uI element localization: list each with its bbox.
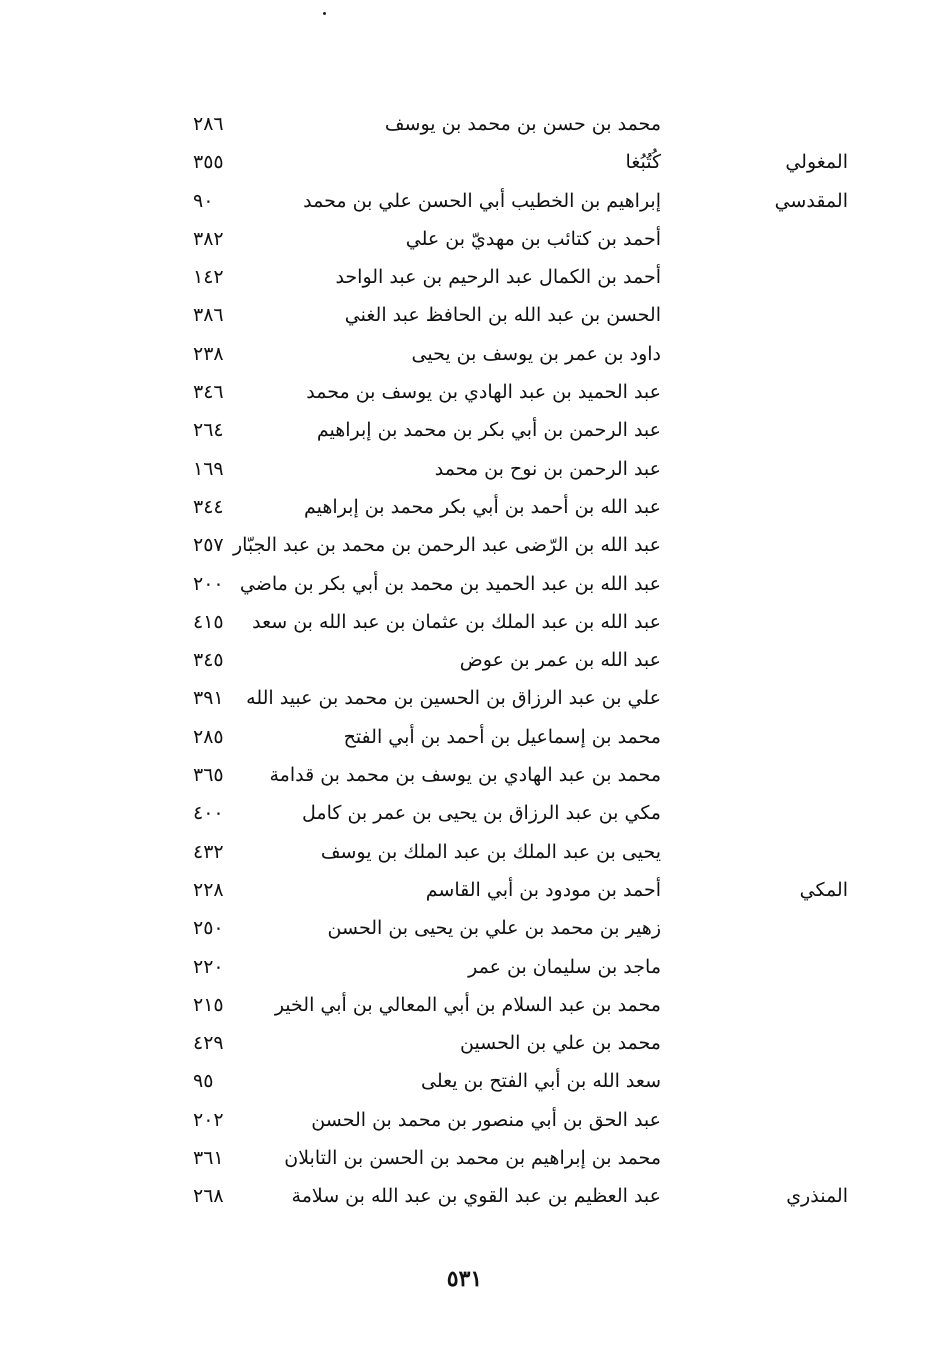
person-name: عبد الله بن عمر بن عوض <box>459 649 661 672</box>
person-name: ماجد بن سليمان بن عمر <box>468 955 661 978</box>
page-ref: ١٤٢ <box>193 266 224 289</box>
index-row <box>0 681 929 719</box>
page-ref: ٣٩١ <box>193 687 224 710</box>
page-ref: ٣٨٦ <box>193 304 224 327</box>
page-ref: ٢٠٢ <box>193 1108 224 1131</box>
page-ref: ٢٦٤ <box>193 419 224 442</box>
person-name: يحيى بن عبد الملك بن عبد الملك بن يوسف <box>320 840 661 863</box>
index-row <box>0 528 929 566</box>
page-ref: ٤٣٢ <box>193 840 224 863</box>
index-row <box>0 796 929 834</box>
page-ref: ٣٦١ <box>193 1147 224 1170</box>
index-row <box>0 873 929 911</box>
person-name: عبد الحق بن أبي منصور بن محمد بن الحسن <box>311 1108 661 1131</box>
index-row <box>0 145 929 183</box>
index-row <box>0 184 929 222</box>
page-ref: ٣٤٤ <box>193 495 224 518</box>
stray-dot <box>323 12 326 15</box>
person-name: مكي بن عبد الرزاق بن يحيى بن عمر بن كامل <box>302 802 661 825</box>
person-name: زهير بن محمد بن علي بن يحيى بن الحسن <box>327 917 661 940</box>
page-ref: ٣٥٥ <box>193 151 224 174</box>
person-name: كُتُبُغا <box>625 151 661 174</box>
index-row <box>0 1141 929 1179</box>
page-ref: ٤١٥ <box>193 610 224 633</box>
index-row <box>0 298 929 336</box>
person-name: داود بن عمر بن يوسف بن يحيى <box>411 342 661 365</box>
index-row <box>0 413 929 451</box>
index-row <box>0 988 929 1026</box>
page-ref: ٢٠٠ <box>193 572 224 595</box>
page-ref: ٣٦٥ <box>193 764 224 787</box>
page-ref: ٢٥٠ <box>193 917 224 940</box>
person-name: محمد بن عبد الهادي بن يوسف بن محمد بن قدامة <box>269 764 661 787</box>
page-ref: ٢٨٥ <box>193 725 224 748</box>
person-name: أحمد بن كتائب بن مهديّ بن علي <box>405 227 661 250</box>
person-name: محمد بن إسماعيل بن أحمد بن أبي الفتح <box>343 725 661 748</box>
page-ref: ٩٥ <box>193 1070 214 1093</box>
index-list <box>0 107 929 1218</box>
page-ref: ٣٨٢ <box>193 227 224 250</box>
person-name: عبد الله بن عبد الملك بن عثمان بن عبد الله بن سعد <box>252 610 661 633</box>
index-row <box>0 911 929 949</box>
person-name: إبراهيم بن الخطيب أبي الحسن علي بن محمد <box>303 189 661 212</box>
index-row <box>0 605 929 643</box>
page-ref: ٩٠ <box>193 189 214 212</box>
person-name: الحسن بن عبد الله بن الحافظ عبد الغني <box>344 304 661 327</box>
index-row <box>0 1103 929 1141</box>
nisba-label: المغولي <box>785 151 848 174</box>
index-row <box>0 260 929 298</box>
index-row <box>0 490 929 528</box>
person-name: علي بن عبد الرزاق بن الحسين بن محمد بن عبيد الله <box>246 687 661 710</box>
person-name: عبد العظيم بن عبد القوي بن عبد الله بن سلامة <box>291 1185 661 1208</box>
page-number: ٥٣١ <box>446 1266 483 1292</box>
nisba-label: المنذري <box>786 1185 848 1208</box>
index-row <box>0 452 929 490</box>
page-ref: ٢٣٨ <box>193 342 224 365</box>
index-row <box>0 835 929 873</box>
page-ref: ٢١٥ <box>193 993 224 1016</box>
nisba-label: المكي <box>799 878 848 901</box>
person-name: محمد بن علي بن الحسين <box>459 1032 661 1055</box>
page-ref: ٤٢٩ <box>193 1032 224 1055</box>
page-ref: ٣٤٦ <box>193 381 224 404</box>
page-ref: ١٦٩ <box>193 457 224 480</box>
index-row <box>0 1026 929 1064</box>
person-name: عبد الله بن الرّضى عبد الرحمن بن محمد بن عبد الجبّار <box>232 534 661 557</box>
index-row <box>0 337 929 375</box>
person-name: محمد بن عبد السلام بن أبي المعالي بن أبي الخير <box>274 993 661 1016</box>
index-row <box>0 758 929 796</box>
person-name: عبد الرحمن بن نوح بن محمد <box>434 457 661 480</box>
index-row <box>0 375 929 413</box>
person-name: عبد الله بن أحمد بن أبي بكر محمد بن إبراهيم <box>304 495 661 518</box>
index-row <box>0 643 929 681</box>
person-name: عبد الحميد بن عبد الهادي بن يوسف بن محمد <box>306 381 661 404</box>
person-name: سعد الله بن أبي الفتح بن يعلى <box>420 1070 661 1093</box>
page-ref: ٢٢٨ <box>193 878 224 901</box>
person-name: محمد بن حسن بن محمد بن يوسف <box>384 113 661 135</box>
page-ref: ٢٢٠ <box>193 955 224 978</box>
page-ref: ٢٨٦ <box>193 113 224 135</box>
page-ref: ٢٥٧ <box>193 534 224 557</box>
nisba-label: المقدسي <box>774 189 848 212</box>
person-name: محمد بن إبراهيم بن محمد بن الحسن بن التابلان <box>284 1147 661 1170</box>
person-name: عبد الله بن عبد الحميد بن محمد بن أبي بكر بن ماضي <box>239 572 661 595</box>
index-row <box>0 1179 929 1217</box>
index-row <box>0 107 929 145</box>
index-row <box>0 1064 929 1102</box>
person-name: أحمد بن مودود بن أبي القاسم <box>425 878 661 901</box>
index-row <box>0 950 929 988</box>
index-row <box>0 720 929 758</box>
person-name: أحمد بن الكمال عبد الرحيم بن عبد الواحد <box>335 266 661 289</box>
person-name: عبد الرحمن بن أبي بكر بن محمد بن إبراهيم <box>316 419 661 442</box>
index-row <box>0 567 929 605</box>
index-row <box>0 222 929 260</box>
page-ref: ٤٠٠ <box>193 802 224 825</box>
page-ref: ٣٤٥ <box>193 649 224 672</box>
page-ref: ٢٦٨ <box>193 1185 224 1208</box>
